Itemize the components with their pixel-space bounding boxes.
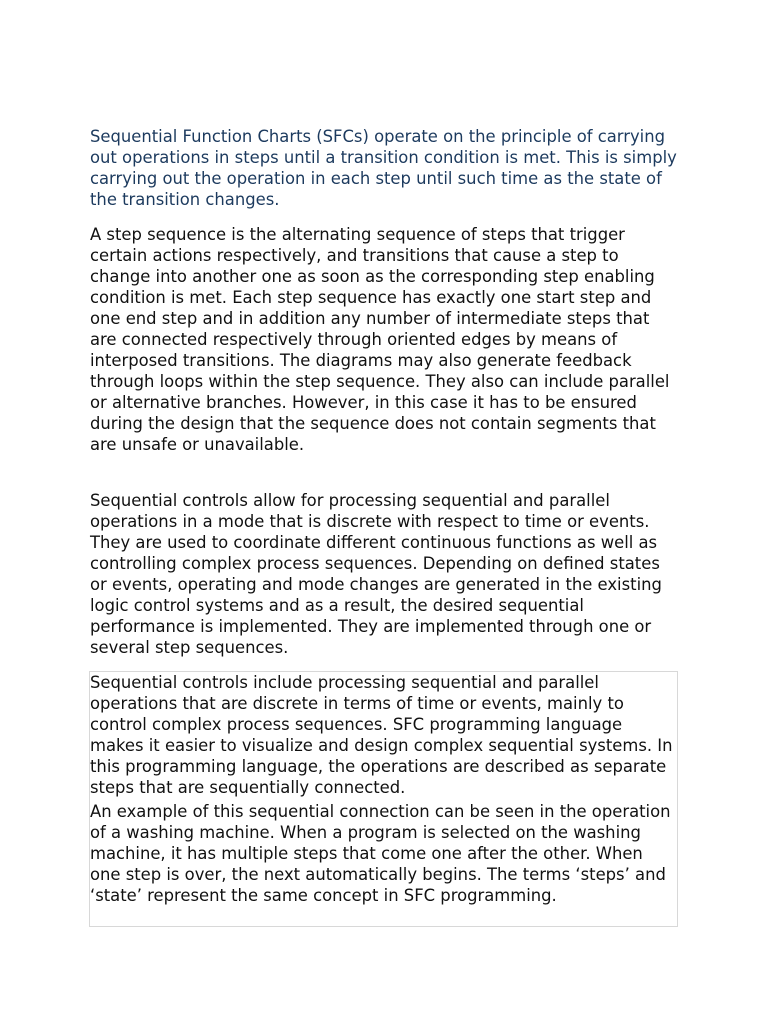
highlighted-text-box	[89, 671, 678, 927]
washing-machine-example-paragraph: An example of this sequential connection can be seen in the operation of a washing machine. When a program is selected on the washing machine, it has multiple steps that come one after the other. When one step is over, the next automatically begins. The terms ‘steps’ and ‘state’ represent the same concept in SFC programming.	[90, 802, 671, 905]
step-sequence-paragraph: A step sequence is the alternating sequence of steps that trigger certain actions respectively, and transitions that cause a step to change into another one as soon as the corresponding step enabling condition is met. Each step sequence has exactly one start step and one end step and in addition any number of intermediate steps that are connected respectively through oriented edges by means of interposed transitions. The diagrams may also generate feedback through loops within the step sequence. They also can include parallel or alternative branches. However, in this case it has to be ensured during the design that the sequence does not contain segments that are unsafe or unavailable.	[90, 225, 670, 454]
intro-paragraph: Sequential Function Charts (SFCs) operate on the principle of carrying out operations in steps until a transition condition is met. This is simply carrying out the operation in each step until such time as the state of the transition changes.	[90, 127, 677, 209]
sfc-programming-paragraph: Sequential controls include processing sequential and parallel operations that are discrete in terms of time or events, mainly to control complex process sequences. SFC programming language makes it easier to visualize and design complex sequential systems. In this programming language, the operations are described as separate steps that are sequentially connected.	[90, 673, 673, 797]
sequential-controls-paragraph: Sequential controls allow for processing sequential and parallel operations in a mode that is discrete with respect to time or events. They are used to coordinate different continuous functions as well as controlling complex process sequences. Depending on defined states or events, operating and mode changes are generated in the existing logic control systems and as a result, the desired sequential performance is implemented. They are implemented through one or several step sequences.	[90, 491, 662, 657]
